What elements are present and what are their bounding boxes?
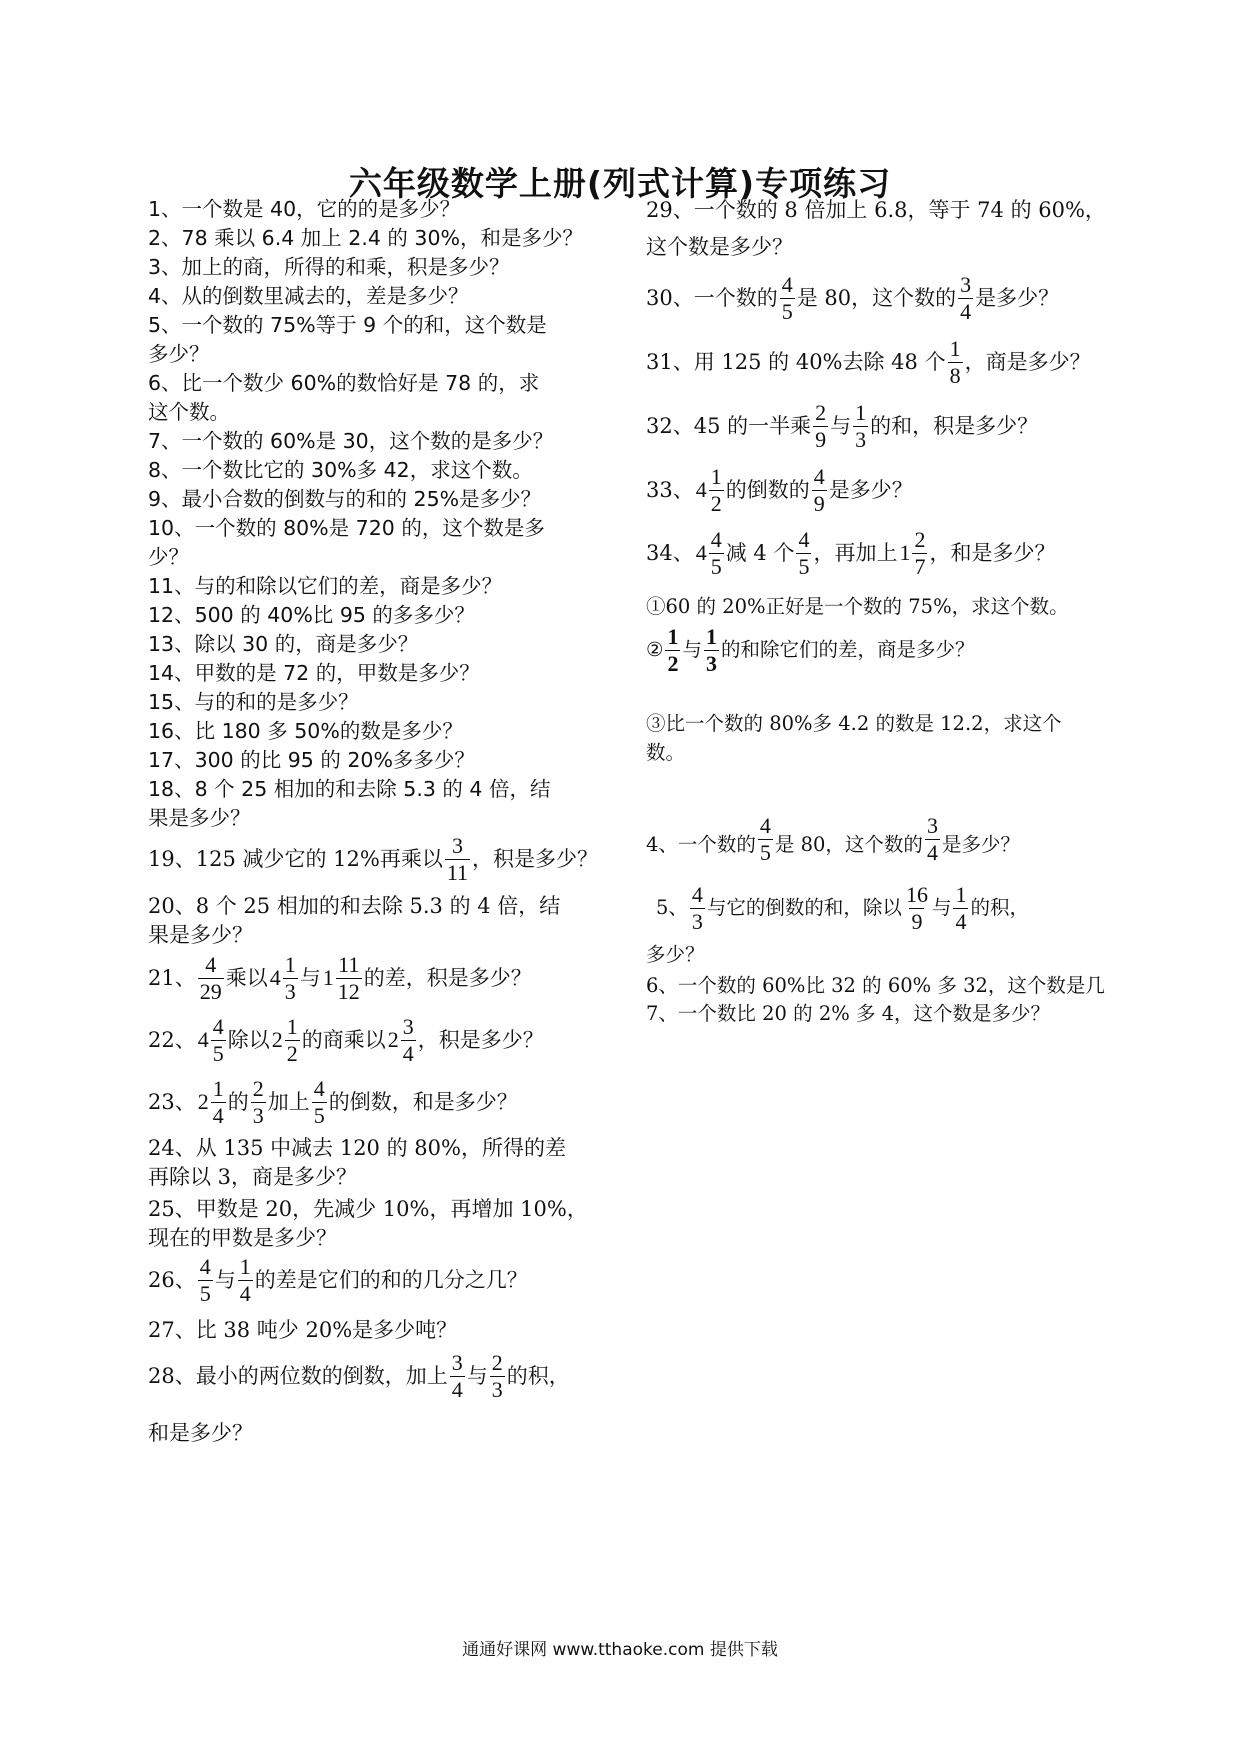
fraction [853, 399, 868, 452]
denominator: 7 [914, 553, 926, 579]
numerator: 1 [286, 1013, 298, 1039]
question-7: 7、一个数的 60%是 30，这个数的是多少？ [148, 429, 554, 453]
numerator: 4 [691, 881, 703, 907]
question-10-line-1: 10、一个数的 80%是 720 的，这个数是多 [148, 516, 545, 540]
denominator: 5 [212, 1040, 224, 1066]
fraction-part [912, 526, 927, 579]
numerator: 4 [313, 1075, 325, 1101]
fraction [198, 1253, 213, 1306]
mixed-number [196, 1075, 228, 1128]
denominator: 4 [960, 298, 972, 324]
denominator: 5 [798, 553, 810, 579]
question-8: 8、一个数比它的 30%多 42，求这个数。 [148, 458, 533, 482]
circled-question-1: ①60 的 20%正好是一个数的 75%，求这个数。 [646, 595, 1069, 618]
numerator: 1 [855, 399, 867, 425]
fraction [450, 1349, 465, 1402]
numerator: 4 [781, 271, 793, 297]
question-19 [148, 832, 598, 886]
fraction [904, 881, 930, 934]
fraction [925, 815, 940, 864]
question-17: 17、300 的比 95 的 20%多多少？ [148, 748, 475, 772]
right-question-5-text: 与 [931, 896, 952, 919]
question-30-text: 是多少？ [975, 286, 1060, 310]
numerator: 4 [813, 463, 825, 489]
denominator: 3 [491, 1376, 503, 1402]
denominator: 8 [949, 362, 961, 388]
question-24-line-1: 24、从 135 中减去 120 的 80%，所得的差 [148, 1136, 566, 1160]
question-32 [646, 398, 1038, 454]
question-16: 16、比 180 多 50%的数是多少？ [148, 719, 463, 743]
page-title: 六年级数学上册(列式计算)专项练习 [348, 164, 892, 203]
denominator: 9 [911, 908, 923, 934]
whole-part: 4 [269, 965, 281, 990]
whole-part: 2 [387, 1027, 399, 1052]
question-22-text: 除以 [227, 1028, 270, 1052]
whole-part: 4 [197, 1027, 209, 1052]
denominator: 5 [759, 840, 771, 865]
question-18-line-2: 果是多少？ [148, 806, 251, 830]
numerator: 1 [949, 335, 961, 361]
circled-question-3-line-1: ③比一个数的 80%多 4.2 的数是 12.2，求这个 [646, 712, 1062, 735]
fraction-part [336, 951, 362, 1004]
numerator: 1 [710, 463, 722, 489]
circled-question-2-text: 与 [682, 638, 702, 661]
denominator: 5 [199, 1280, 211, 1306]
mixed-number [694, 463, 726, 516]
numerator: 3 [451, 832, 463, 858]
question-24-line-2: 再除以 3，商是多少？ [148, 1165, 358, 1189]
question-26 [148, 1252, 528, 1308]
fraction-part [709, 526, 724, 579]
fraction-part [211, 1013, 226, 1066]
circled-question-2 [646, 622, 975, 678]
denominator: 2 [710, 490, 722, 516]
numerator: 3 [402, 1013, 414, 1039]
mixed-number [897, 526, 929, 579]
question-20-line-2: 果是多少？ [148, 923, 253, 947]
question-34-text: ，再加上 [813, 541, 898, 565]
fraction-part [285, 1013, 300, 1066]
denominator: 4 [955, 908, 967, 934]
numerator: 4 [205, 951, 217, 977]
right-question-5-line-2: 多少？ [646, 943, 705, 966]
fraction [813, 399, 828, 452]
question-11: 11、与的和除以它们的差，商是多少？ [148, 574, 503, 598]
question-6-line-2: 这个数。 [148, 400, 230, 424]
question-28-text: 与 [466, 1364, 488, 1388]
right-question-5 [656, 880, 1029, 936]
fraction [948, 335, 963, 388]
question-26-text: 的差是它们的和的几分之几？ [254, 1268, 528, 1292]
fraction [780, 271, 795, 324]
question-12: 12、500 的 40%比 95 的多多少？ [148, 603, 475, 627]
question-10-line-2: 少？ [148, 545, 189, 569]
question-1: 1、一个数是 40，它的的是多少？ [148, 197, 461, 221]
numerator: 3 [960, 271, 972, 297]
numerator: 4 [759, 813, 771, 838]
question-23 [148, 1074, 518, 1130]
fraction-part [401, 1013, 416, 1066]
question-28-text: 28、最小的两位数的倒数，加上 [148, 1364, 448, 1388]
question-25-line-2: 现在的甲数是多少？ [148, 1226, 337, 1250]
question-29-line-2: 这个数是多少？ [646, 235, 793, 259]
numerator: 1 [955, 881, 967, 907]
fraction [704, 623, 719, 676]
question-31-text: ，商是多少？ [964, 350, 1091, 374]
question-23-text: 加上 [267, 1090, 310, 1114]
right-question-7: 7、一个数比 20 的 2% 多 4，这个数是多少？ [646, 1002, 1051, 1025]
denominator: 29 [199, 978, 222, 1004]
right-question-5-text: 与它的倒数的和，除以 [706, 896, 902, 919]
fraction [251, 1075, 266, 1128]
question-34-text: 减 4 个 [725, 541, 795, 565]
numerator: 1 [239, 1253, 251, 1279]
question-30-text: 是 80，这个数的 [796, 286, 957, 310]
fraction-part [211, 1075, 226, 1128]
numerator: 3 [451, 1349, 463, 1375]
question-32-text: 的和，积是多少？ [870, 414, 1039, 438]
fraction [812, 463, 827, 516]
question-21-text: 的差，积是多少？ [363, 966, 532, 990]
mixed-number [321, 951, 364, 1004]
denominator: 5 [313, 1102, 325, 1128]
denominator: 3 [855, 426, 867, 452]
circled-question-2-text: 的和除它们的差，商是多少？ [721, 638, 975, 661]
fraction-part [283, 951, 298, 1004]
denominator: 4 [926, 840, 938, 865]
mixed-number [386, 1013, 418, 1066]
question-28-text: 的积， [506, 1364, 570, 1388]
fraction-part [709, 463, 724, 516]
whole-part: 4 [695, 540, 707, 565]
question-20-line-1: 20、8 个 25 相加的和去除 5.3 的 4 倍，结 [148, 894, 561, 918]
denominator: 9 [815, 426, 827, 452]
numerator: 1 [667, 623, 679, 649]
question-25-line-1: 25、甲数是 20，先减少 10%，再增加 10%， [148, 1197, 588, 1221]
whole-part: 1 [322, 965, 334, 990]
denominator: 9 [813, 490, 825, 516]
question-30-text: 30、一个数的 [646, 286, 778, 310]
numerator: 3 [926, 813, 938, 838]
mixed-number [694, 526, 726, 579]
numerator: 2 [252, 1075, 264, 1101]
question-4: 4、从的倒数里减去的，差是多少？ [148, 284, 469, 308]
fraction [312, 1075, 327, 1128]
question-21 [148, 950, 532, 1006]
question-22-text: 的商乘以 [301, 1028, 386, 1052]
question-33-number: 33、 [646, 478, 694, 502]
mixed-number [196, 1013, 228, 1066]
fraction [958, 271, 973, 324]
fraction [238, 1253, 253, 1306]
question-27: 27、比 38 吨少 20%是多少吨？ [148, 1318, 458, 1342]
right-question-5-text: 的积， [970, 896, 1029, 919]
whole-part: 2 [271, 1027, 283, 1052]
numerator: 1 [284, 951, 296, 977]
right-question-4-text: 是 80，这个数的 [774, 833, 923, 856]
question-21-text: 与 [299, 966, 321, 990]
fraction [445, 832, 470, 885]
fraction [690, 881, 705, 934]
numerator: 11 [338, 951, 360, 977]
question-28-line-1 [148, 1348, 570, 1404]
question-29-line-1: 29、一个数的 8 倍加上 6.8，等于 74 的 60%， [646, 198, 1106, 222]
question-6-line-1: 6、比一个数少 60%的数恰好是 78 的，求 [148, 371, 540, 395]
question-2: 2、78 乘以 6.4 加上 2.4 的 30%，和是多少？ [148, 226, 583, 250]
question-22-number: 22、 [148, 1028, 196, 1052]
question-15: 15、与的和的是多少？ [148, 690, 359, 714]
whole-part: 1 [899, 540, 911, 565]
right-question-4-text: 是多少？ [941, 833, 1020, 856]
denominator: 3 [284, 978, 296, 1004]
numerator: 2 [815, 399, 827, 425]
question-21-number: 21、 [148, 966, 196, 990]
question-30 [646, 270, 1059, 326]
question-34 [646, 525, 1055, 581]
question-13: 13、除以 30 的，商是多少？ [148, 632, 419, 656]
question-26-number: 26、 [148, 1268, 196, 1292]
fraction [665, 623, 680, 676]
fraction [490, 1349, 505, 1402]
denominator: 4 [239, 1280, 251, 1306]
question-33 [646, 462, 913, 518]
question-23-text: 的 [227, 1090, 249, 1114]
right-question-4-text: 4、一个数的 [646, 833, 756, 856]
question-18-line-1: 18、8 个 25 相加的和去除 5.3 的 4 倍，结 [148, 777, 551, 801]
question-33-text: 的倒数的 [725, 478, 810, 502]
question-34-number: 34、 [646, 541, 694, 565]
question-5-line-2: 多少？ [148, 342, 210, 366]
question-3: 3、加上的商，所得的和乘，积是多少？ [148, 255, 510, 279]
whole-part: 4 [695, 477, 707, 502]
question-22 [148, 1012, 544, 1068]
question-31-text: 31、用 125 的 40%去除 48 个 [646, 350, 946, 374]
circled-question-3-line-2: 数。 [646, 741, 686, 764]
numerator: 4 [710, 526, 722, 552]
denominator: 4 [212, 1102, 224, 1128]
fraction [198, 951, 224, 1004]
question-22-text: ，积是多少？ [417, 1028, 544, 1052]
numerator: 4 [798, 526, 810, 552]
question-26-text: 与 [214, 1268, 236, 1292]
numerator: 1 [706, 623, 717, 649]
question-9: 9、最小合数的倒数与的和的 25%是多少？ [148, 487, 542, 511]
numerator: 1 [212, 1075, 224, 1101]
right-question-6: 6、一个数的 60%比 32 的 60% 多 32，这个数是几 [646, 974, 1105, 997]
question-32-text: 32、45 的一半乘 [646, 414, 812, 438]
denominator: 4 [451, 1376, 463, 1402]
denominator: 2 [286, 1040, 298, 1066]
numerator: 2 [914, 526, 926, 552]
numerator: 16 [905, 881, 928, 907]
right-question-4 [646, 782, 1020, 865]
denominator: 3 [691, 908, 703, 934]
denominator: 5 [710, 553, 722, 579]
question-19-text: 19、125 减少它的 12%再乘以 [148, 847, 443, 871]
numerator: 4 [199, 1253, 211, 1279]
question-23-text: 的倒数，和是多少？ [328, 1090, 518, 1114]
question-21-text: 乘以 [225, 966, 268, 990]
denominator: 11 [446, 859, 469, 885]
fraction [953, 881, 968, 934]
denominator: 3 [252, 1102, 264, 1128]
question-5-line-1: 5、一个数的 75%等于 9 个的和，这个数是 [148, 313, 547, 337]
question-19-text-end: ，积是多少？ [472, 847, 599, 871]
fraction [796, 526, 811, 579]
fraction [758, 815, 773, 864]
denominator: 12 [337, 978, 360, 1004]
question-23-number: 23、 [148, 1090, 196, 1114]
denominator: 4 [402, 1040, 414, 1066]
mixed-number [270, 1013, 302, 1066]
denominator: 3 [706, 650, 717, 676]
question-32-text: 与 [830, 414, 852, 438]
denominator: 5 [781, 298, 793, 324]
question-28-line-2: 和是多少？ [148, 1421, 253, 1445]
question-31 [646, 334, 1091, 390]
numerator: 2 [491, 1349, 503, 1375]
right-question-5-number: 5、 [656, 896, 688, 919]
mixed-number [268, 951, 300, 1004]
circled-question-2-number: ② [646, 638, 664, 661]
whole-part: 2 [197, 1089, 209, 1114]
numerator: 4 [212, 1013, 224, 1039]
denominator: 2 [667, 650, 679, 676]
question-14: 14、甲数的是 72 的，甲数是多少？ [148, 661, 480, 685]
footer-credit: 通通好课网 www.tthaoke.com 提供下载 [462, 1640, 778, 1660]
question-33-text: 是多少？ [828, 478, 913, 502]
question-34-text: ，和是多少？ [929, 541, 1056, 565]
